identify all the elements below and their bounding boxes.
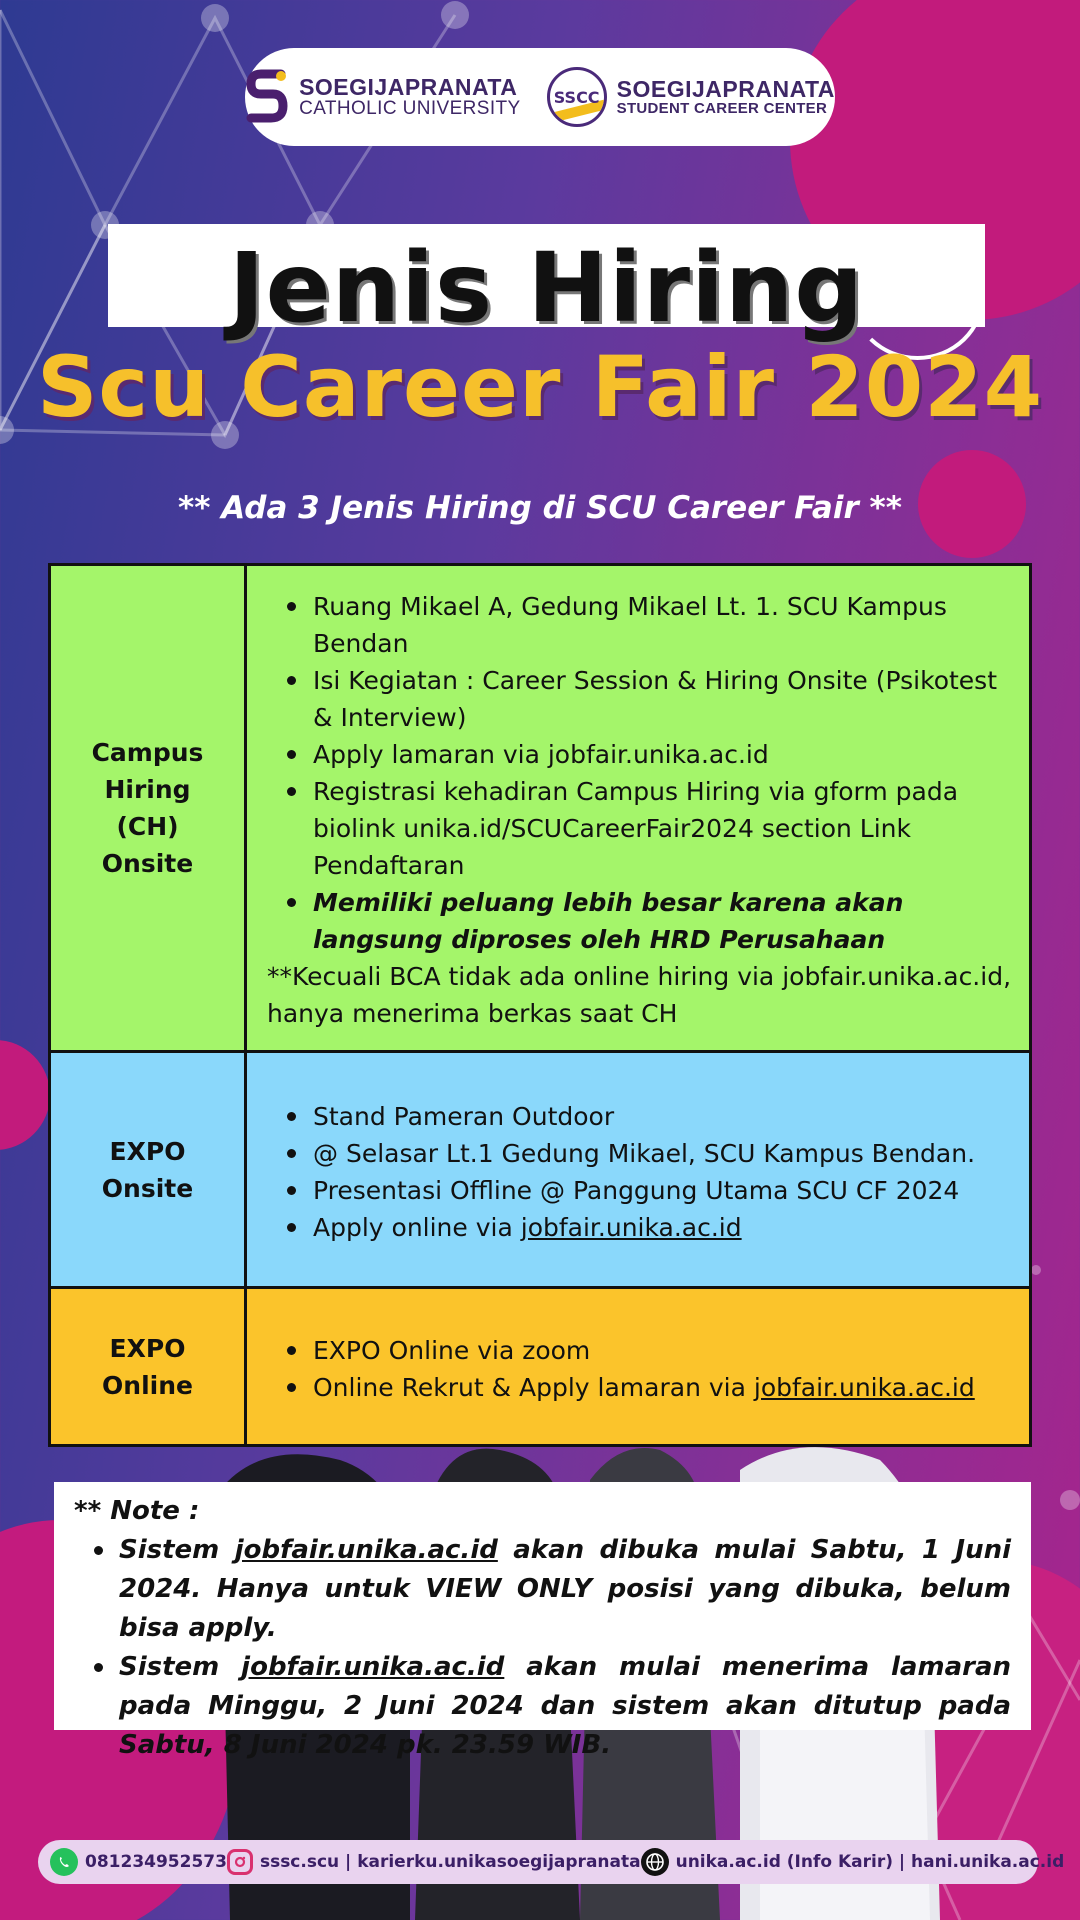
note-box <box>54 1482 1031 1760</box>
list-item: Isi Kegiatan : Career Session & Hiring Onsite (Psikotest & Interview) <box>267 662 1013 736</box>
list-item: Registrasi kehadiran Campus Hiring via gform pada biolink unika.id/SCUCareerFair2024 section Link Pendaftaran <box>267 773 1013 884</box>
expo-online-label: EXPO Online <box>50 1288 246 1446</box>
list-item: @ Selasar Lt.1 Gedung Mikael, SCU Kampus Bendan. <box>267 1135 1013 1172</box>
page-title: Jenis Hiring <box>228 231 865 344</box>
contact-web[interactable] <box>641 1848 1065 1876</box>
list-item-highlight: Memiliki peluang lebih besar karena akan langsung diproses oleh HRD Perusahaan <box>267 884 1013 958</box>
website-links: unika.ac.id (Info Karir) | hani.unika.ac.id <box>675 1852 1065 1872</box>
title-banner <box>108 224 985 344</box>
decor-circle-left <box>0 1040 50 1150</box>
jobfair-link[interactable]: jobfair.unika.ac.id <box>241 1652 505 1682</box>
jobfair-link[interactable]: jobfair.unika.ac.id <box>520 1212 742 1242</box>
university-name-line1: SOEGIJAPRANATA <box>299 73 518 100</box>
table-row-campus-hiring <box>50 565 1031 1052</box>
expo-onsite-details <box>246 1052 1031 1288</box>
note-heading: ** Note : <box>74 1496 200 1526</box>
note-item: Sistem jobfair.unika.ac.id akan mulai menerima lamaran pada Minggu, 2 Juni 2024 dan sistem akan ditutup pada Sabtu, 8 Juni 2024 pk. 23.59 WIB. <box>74 1648 1011 1765</box>
list-item: Stand Pameran Outdoor <box>267 1098 1013 1135</box>
table-row-expo-onsite <box>50 1052 1031 1288</box>
jobfair-link[interactable]: jobfair.unika.ac.id <box>753 1372 975 1402</box>
university-name-line2: CATHOLIC UNIVERSITY <box>299 98 521 120</box>
bca-footnote: **Kecuali BCA tidak ada online hiring via jobfair.unika.ac.id, hanya menerima berkas saat CH <box>267 962 1012 1028</box>
university-logo <box>245 68 521 126</box>
sscc-name-line1: SOEGIJAPRANATA <box>616 76 835 103</box>
subtitle: ** Ada 3 Jenis Hiring di SCU Career Fair ** <box>178 490 902 526</box>
list-item: Apply lamaran via jobfair.unika.ac.id <box>267 736 1013 773</box>
sscc-logo <box>547 67 835 127</box>
campus-hiring-label: Campus Hiring (CH) Onsite <box>50 565 246 1052</box>
phone-number: 081234952573 <box>85 1852 227 1872</box>
whatsapp-icon <box>50 1848 78 1876</box>
sscc-badge: SSCC <box>547 67 607 127</box>
event-title: Scu Career Fair 2024 <box>36 338 1044 436</box>
list-item: Presentasi Offline @ Panggung Utama SCU CF 2024 <box>267 1172 1013 1209</box>
campus-hiring-details <box>246 565 1031 1052</box>
logo-header <box>245 48 835 146</box>
university-s-icon <box>245 68 289 126</box>
contact-phone[interactable] <box>50 1848 227 1876</box>
sscc-name-line2: STUDENT CAREER CENTER <box>616 100 828 118</box>
expo-online-details <box>246 1288 1031 1446</box>
instagram-icon <box>227 1849 253 1875</box>
expo-onsite-label: EXPO Onsite <box>50 1052 246 1288</box>
list-item: Online Rekrut & Apply lamaran via jobfair.unika.ac.id <box>267 1369 1013 1406</box>
list-item: EXPO Online via zoom <box>267 1332 1013 1369</box>
contact-bar <box>38 1840 1065 1884</box>
hiring-types-table <box>48 563 1032 1447</box>
table-row-expo-online <box>50 1288 1031 1446</box>
list-item: Apply online via jobfair.unika.ac.id <box>267 1209 1013 1246</box>
jobfair-link[interactable]: jobfair.unika.ac.id <box>234 1535 498 1565</box>
list-item: Ruang Mikael A, Gedung Mikael Lt. 1. SCU Kampus Bendan <box>267 588 1013 662</box>
note-item: Sistem jobfair.unika.ac.id akan dibuka mulai Sabtu, 1 Juni 2024. Hanya untuk VIEW ONLY posisi yang dibuka, belum bisa apply. <box>74 1531 1011 1648</box>
globe-icon <box>641 1848 669 1876</box>
contact-instagram[interactable] <box>227 1849 641 1875</box>
instagram-handles: sssc.scu | karierku.unikasoegijapranata <box>259 1852 641 1872</box>
